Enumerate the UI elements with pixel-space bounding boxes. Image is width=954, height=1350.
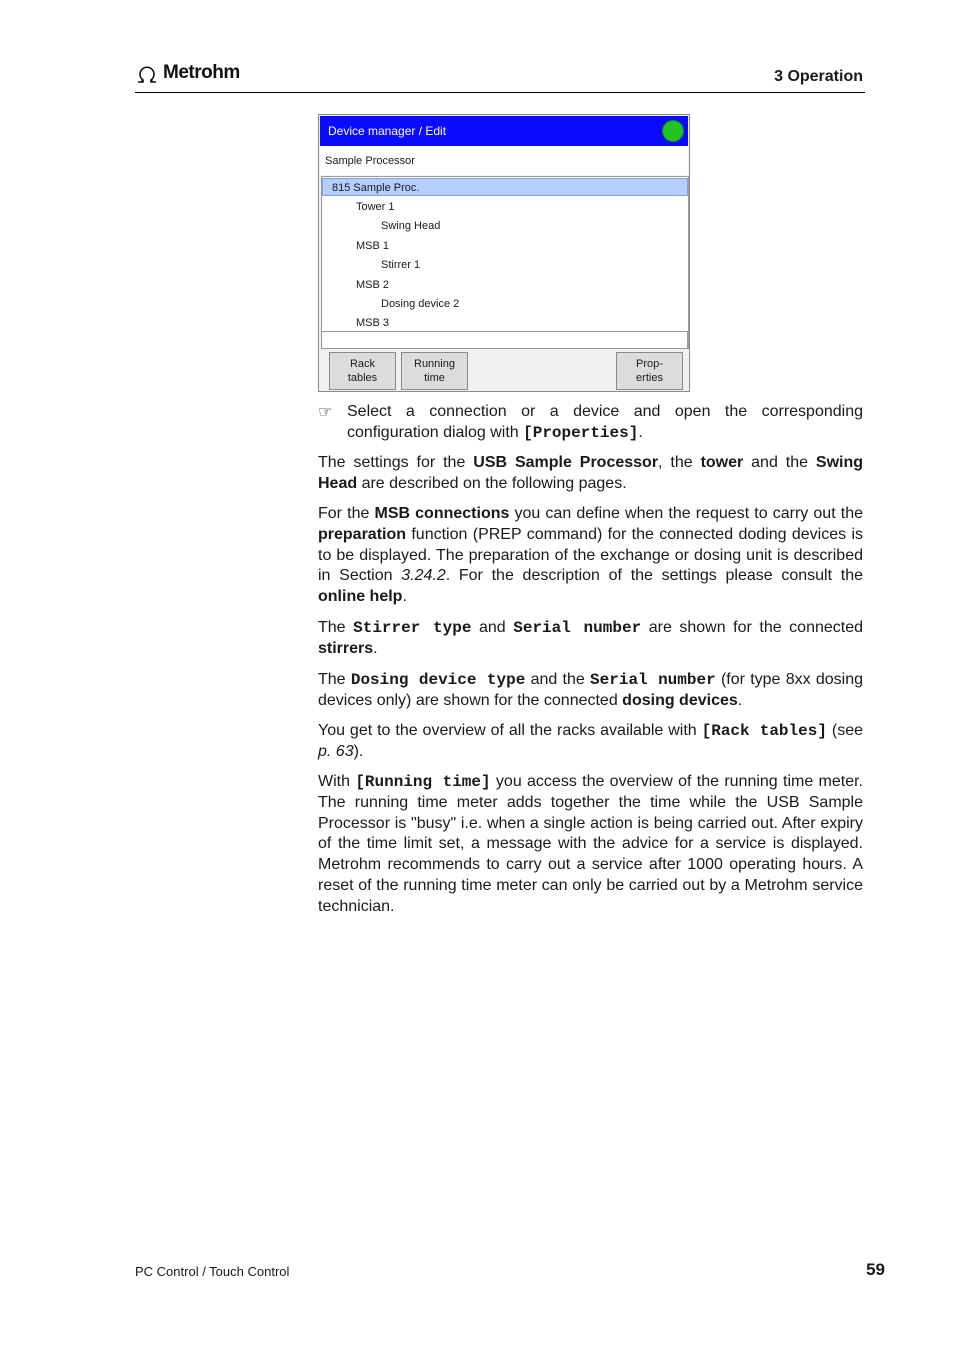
properties-button[interactable] — [616, 352, 683, 390]
tree-item-msb3[interactable] — [322, 314, 688, 332]
omega-logo-icon — [135, 62, 159, 84]
instruction-paragraph: Select a connection or a device and open the corresponding configuration dialog with [Properties]. — [347, 403, 863, 442]
window-titlebar — [320, 116, 688, 146]
tree-item-stirrer[interactable] — [322, 256, 688, 274]
button-label: erties — [636, 372, 663, 384]
running-time-button[interactable] — [401, 352, 468, 390]
footer-product: PC Control / Touch Control — [135, 1264, 290, 1279]
tree-item-msb1[interactable] — [322, 237, 688, 255]
page-header — [135, 62, 865, 93]
running-time-paragraph: With [Running time] you access the overview of the running time meter. The running time meter adds together the time while the USB Sample Processor is "busy" i.e. when a single action is being carried out. After expiry of the time limit set, a message with the advice for a service is displayed. Metrohm recommends to carry out a service after 1000 operating hours. A reset of the running time meter can only be carried out by a Metrohm service technician. — [318, 773, 864, 915]
device-manager-screenshot — [318, 114, 690, 392]
tree-item-swing-head[interactable] — [322, 217, 688, 235]
button-label: Rack — [349, 358, 376, 370]
tree-item-sample-proc[interactable] — [322, 178, 688, 196]
tree-item-label: Swing Head — [381, 220, 441, 232]
tree-item-label: MSB 3 — [356, 317, 390, 329]
stirrer-paragraph: The Stirrer type and Serial number are shown for the connected stirrers. — [318, 619, 864, 657]
tree-item-label: 815 Sample Proc. — [332, 182, 420, 194]
tree-item-label: Stirrer 1 — [381, 259, 421, 271]
tree-item-label: MSB 2 — [356, 279, 390, 291]
device-tree[interactable] — [321, 176, 689, 349]
status-led-icon — [662, 120, 684, 142]
metrohm-logo — [135, 62, 240, 84]
tree-item-msb2[interactable] — [322, 276, 688, 294]
settings-paragraph: The settings for the USB Sample Processor, the tower and the Swing Head are described on the following pages. — [318, 454, 864, 492]
pointing-hand-icon: ☞ — [318, 404, 333, 421]
tree-item-label: MSB 1 — [356, 240, 390, 252]
rack-paragraph: You get to the overview of all the racks available with [Rack tables] (see p. 63). — [318, 722, 863, 760]
tree-item-label: Tower 1 — [356, 201, 395, 213]
window-title: Device manager / Edit — [328, 124, 447, 138]
chapter-title: 3 Operation — [774, 68, 863, 85]
page-number: 59 — [866, 1260, 885, 1279]
button-label: tables — [347, 372, 378, 384]
device-subtitle: Sample Processor — [320, 146, 688, 175]
dosing-paragraph: The Dosing device type and the Serial number (for type 8xx dosing devices only) are shown for the connected dosing devices. — [318, 671, 864, 709]
logo-text: Metrohm — [163, 62, 240, 83]
tree-item-dosing-device[interactable] — [322, 295, 688, 313]
button-label: time — [424, 372, 445, 384]
msb-paragraph: For the MSB connections you can define when the request to carry out the preparation function (PREP command) for the connected doding devices is to be displayed. The preparation of the exchange or dosing unit is described in Section 3.24.2. For the description of the settings please consult the online help. — [318, 505, 863, 606]
tree-item-label: Dosing device 2 — [381, 298, 460, 310]
tree-footer-row — [321, 331, 688, 349]
rack-tables-button[interactable] — [329, 352, 396, 390]
button-label: Prop- — [636, 358, 663, 370]
button-label: Running — [414, 358, 455, 370]
tree-item-tower[interactable] — [322, 198, 688, 216]
